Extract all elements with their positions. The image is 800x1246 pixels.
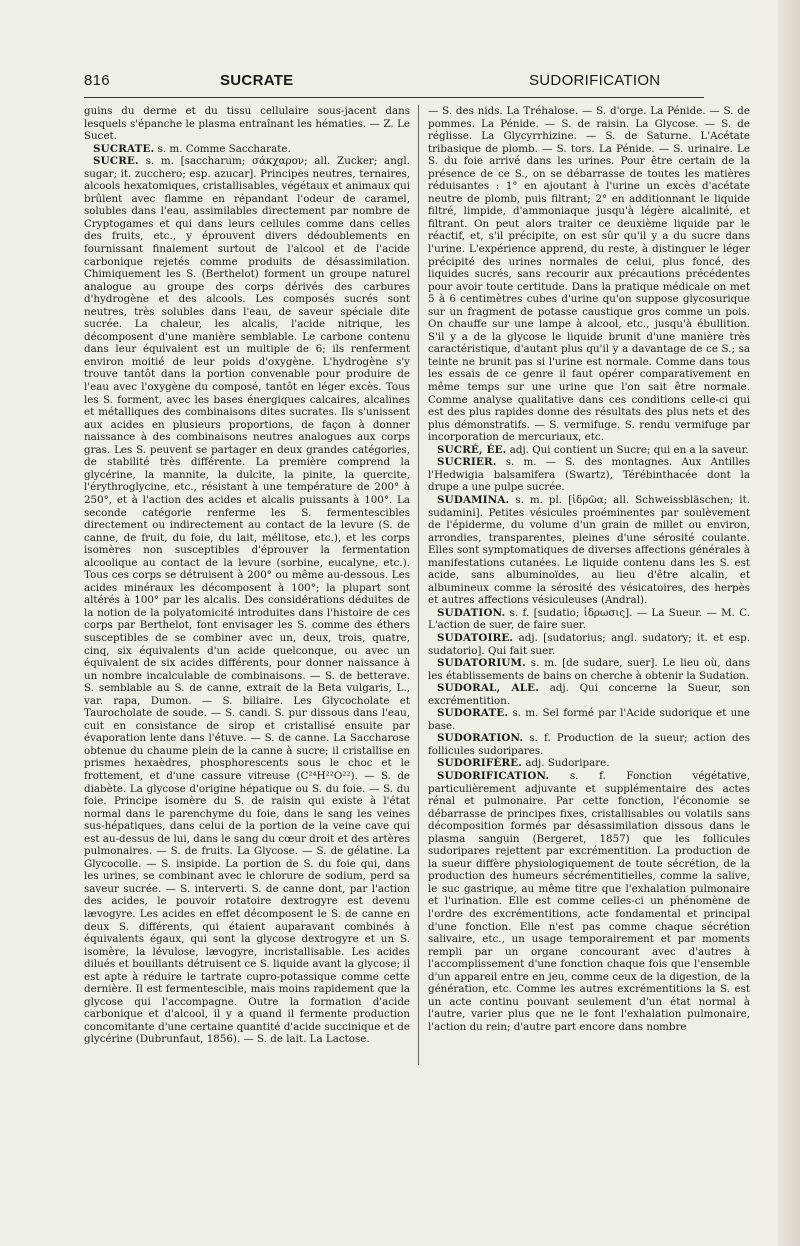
entry-sucrier xyxy=(428,456,750,494)
entry-sudatorium xyxy=(428,657,750,682)
entry-sucre-adj xyxy=(428,444,750,457)
entry-sudoration xyxy=(428,732,750,757)
headword: SUDAMINA. xyxy=(437,493,510,506)
entry-text: s. f. Fonction végétative, particulièrement adjuvante et supplémentaire des actes rénal et pulmonaire. Par cette fonction, l'économie se débarrasse de principes fixes, cristallisables ou volatils sans décomposition formés par désassimilation dissous dans le plasma sanguin (Bergeret, 1857) que les follicules sudoripares rejettent par excrémentition. La production de la sueur diffère physiologiquement de toute sécrétion, de la production des humeurs sécrémentitielles, comme la salive, le suc gastrique, au même titre que l'exhalation pulmonaire et l'urination. Elle est comme celles-ci un phénomène de l'ordre des excrémentitions, acte fondamental et principal d'une fonction. Elle n'est pas comme chaque sécrétion salivaire, etc., un usage temporairement et par moments rempli par un organe concourant avec d'autres à l'accomplissement d'une fonction chaque fois que l'ensemble d'un appareil entre en jeu, comme ceux de la digestion, de la génération, etc. Comme les autres excrémentitions la S. est un acte continu pouvant seulement d'un état normal à l'autre, varier plus que ne le font l'exhalation pulmonaire, l'action du rein; d'autre part encore dans nombre xyxy=(428,769,750,1033)
entry-text: — S. des nids. La Tréhalose. — S. d'orge. La Pénide. — S. de pommes. La Pénide. — S. de raisin. La Glycose. — S. de réglisse. La Glycyrrhizine. — S. de Saturne. L'Acétate tribasique de plomb. — S. tors. La Pénide. — S. urinaire. Le S. du foie arrivé dans les urines. Pour être certain de la présence de ce S., on se débarrasse de toutes les matières réduisantes : 1° en ajoutant à l'urine un excès d'acétate neutre de plomb, puis filtrant; 2° en additionnant le liquide filtré, limpide, d'ammoniaque jusqu'à légère alcalinité, et filtrant. On peut alors traiter ce deuxième liquide par le réactif, et, s'il précipite, on est sûr qu'il y a du sucre dans l'urine. L'expérience apprend, du reste, à distinguer le léger précipité des urines normales de celui, plus foncé, des liquides sucrés, sans recourir aux précautions précédentes pour avoir toute certitude. Dans la pratique médicale on met 5 à 6 centimètres cubes d'urine qu'on suppose glycosurique sur un fragment de potasse caustique gros comme un pois. On chauffe sur une lampe à alcool, etc., jusqu'à ébullition. S'il y a de la glycose le liquide brunit d'une manière très caractéristique, d'autant plus qu'il y a davantage de ce S.; sa teinte ne brunit pas si l'urine est normale. Comme dans tous les essais de ce genre il faut opérer comparativement en même temps sur une urine que l'on sait être normale. Comme analyse qualitative dans ces conditions celle-ci qui est des plus rapides donne des résultats des plus nets et des plus démonstratifs. — S. vermifuge. S. rendu vermifuge par incorporation de mercuriaux, etc. xyxy=(428,105,750,444)
entry-text: s. m. [de sudare, suer]. Le lieu où, dans les établissements de bains on cherche à obtenir la Sudation. xyxy=(428,657,750,682)
headword: SUDATION. xyxy=(437,606,506,619)
left-column xyxy=(84,105,410,1065)
headword: SUDORATION. xyxy=(437,732,524,745)
headword: SUDATORIUM. xyxy=(437,657,526,670)
entry-text: s. f. Production de la sueur; action des follicules sudoripares. xyxy=(428,732,750,757)
entry-continuation xyxy=(428,105,750,444)
headword: SUCRE. xyxy=(93,155,139,168)
headword: SUDORIFÈRE. xyxy=(437,757,523,770)
entry-sucrate xyxy=(84,143,410,156)
page-edge-shadow xyxy=(778,0,800,1246)
headword: SUDORIFICATION. xyxy=(437,769,550,782)
left-running-head: SUCRATE xyxy=(220,72,294,89)
entry-sucre xyxy=(84,155,410,1046)
right-column xyxy=(428,105,750,1065)
entry-text: adj. Sudoripare. xyxy=(522,757,610,770)
entry-sudoral xyxy=(428,682,750,707)
entry-text: s. f. [sudatio; ἱδρωσις]. — La Sueur. — M. C. L'action de suer, de faire suer. xyxy=(428,606,750,632)
entry-sudorifere xyxy=(428,757,750,770)
entry-text: s. m. — S. des montagnes. Aux Antilles l'Hedwigia balsamifera (Swartz), Térébinthacée dont la drupe a une pulpe sucrée. xyxy=(428,456,750,494)
entry-text: adj. Qui concerne la Sueur, son excrémentition. xyxy=(428,682,750,707)
header-rule xyxy=(84,97,704,98)
headword: SUDATOIRE. xyxy=(437,631,514,644)
entry-text: s. m. [saccharum; σάκχαρον; all. Zucker; angl. sugar; it. zucchero; esp. azucar]. Principes neutres, ternaires, alcools hexatomiques, cristallisables, végétaux et animaux qui brûlent avec flamme en répandant l'odeur de caramel, solubles dans l'eau, assimilables directement par nombre de Cryptogames et qui dans leurs cellules comme dans celles des fruits, etc., y éprouvent divers dédoublements en fournissant finalement surtout de l'alcool et de l'acide carbonique rejetés comme produits de désassimilation. Chimiquement les S. (Berthelot) forment un groupe naturel analogue au groupe des corps dérivés des carbures d'hydrogène et des alcools. Les composés sucrés sont neutres, très solubles dans l'eau, de saveur spéciale dite sucrée. La chaleur, les alcalis, l'acide nitrique, les décomposent d'une manière semblable. Le carbone contenu dans leur équivalent est un multiple de 6; ils renferment environ moitié de leur poids d'oxygène. L'hydrogène s'y trouve tantôt dans la portion convenable pour produire de l'eau avec l'oxygène du composé, tantôt en léger excès. Tous les S. forment, avec les bases énergiques calcaires, alcalines et métalliques des combinaisons dites sucrates. Ils s'unissent aux acides en plusieurs proportions, de façon à donner naissance à des combinaisons neutres analogues aux corps gras. Les S. peuvent se partager en deux grandes catégories, de stabilité très différente. La première comprend la glycérine, la mannite, la dulcite, la pinite, la quercite, l'érythroglycine, etc., résistant à une température de 200° à 250°, et à l'action des acides et alcalis puissants à 100°. La seconde catégorie renferme les S. fermentescibles directement ou indirectement au contact de la levure (S. de canne, de fruit, du foie, du lait, mélitose, etc.), et les corps isomères non susceptibles d'éprouver la fermentation alcoolique au contact de la levure (sorbine, eucalyne, etc.). Tous ces corps se détruisent à 200° ou même au-dessous. Les acides minéraux les décomposent à 100°; la plupart sont altérés à 100° par les alcalis. Des considérations déduites de la notion de la polyatomicité introduites dans l'histoire de ces corps par Berthelot, font envisager les S. comme des éthers susceptibles de se combiner avec un, deux, trois, quatre, cinq, six équivalents d'un acide quelconque, ou avec un équivalent de six acides différents, pour donner naissance à un nombre incalculable de combinaisons. — S. de betterave. S. semblable au S. de canne, extrait de la Beta vulgaris, L., var. rapa, Dumon. — S. biliaire. Les Glycocholate et Taurocholate de soude. — S. candi. S. pur dissous dans l'eau, cuit en consistance de sirop et cristallisé ensuite par évaporation lente dans l'étuve. — S. de canne. La Saccharose obtenue du chaume plein de la canne à sucre; il cristallise en prismes hexaèdres, phosphorescents sous le choc et le frottement, et d'une cassure vitreuse (C²⁴H²²O²²). — S. de diabète. La glycose d'origine hépatique ou S. du foie. — S. du foie. Principe isomère du S. de raisin qui existe à l'état normal dans le parenchyme du foie, dans le sang les veines sus-hépatiques, dans celui de la portion de la veine cave qui est au-dessus de lui, dans le sang du cœur droit et des artères pulmonaires. — S. de fruits. La Glycose. — S. de gélatine. La Glycocolle. — S. insipide. La portion de S. du foie qui, dans les urines, se combinant avec le chlorure de sodium, perd sa saveur sucrée. — S. interverti. S. de canne dont, par l'action des acides, le pouvoir rotatoire dextrogyre est devenu lævogyre. Les acides en effet décomposent le S. de canne en deux S. différents, qui étaient auparavant combinés à équivalents égaux, qui sont la glycose dextrogyre et un S. isomère, la lévulose, lævogyre, incristallisable. Les acides dilués et bouillants détruisent ce S. liquide avant la glycose; il est apte à réduire le tartrate cupro-potassique comme cette dernière. Il est fermentescible, mais moins rapidement que la glycose qui l'accompagne. Outre la formation d'acide carbonique et d'alcool, il y a quand il fermente production concomitante d'une certaine quantité d'acide succinique et de glycérine (Dubrunfaut, 1856). — S. de lait. La Lactose. xyxy=(84,155,410,1046)
entry-sudorate xyxy=(428,707,750,732)
entry-sudamina xyxy=(428,494,750,607)
entry-text: guins du derme et du tissu cellulaire sous-jacent dans lesquels s'épanche le plasma entraînant les hématies. — Z. Le Sucet. xyxy=(84,105,410,143)
entry-text: adj. [sudatorius; angl. sudatory; it. et esp. sudatorio]. Qui fait suer. xyxy=(428,631,750,657)
running-header xyxy=(84,72,704,94)
headword: SUCRATE. xyxy=(93,142,155,155)
entry-sudation xyxy=(428,607,750,632)
headword: SUDORAL, ALE. xyxy=(437,682,539,695)
right-running-head: SUDORIFICATION xyxy=(529,72,661,89)
column-divider xyxy=(418,105,419,1065)
headword: SUCRIER. xyxy=(437,456,497,469)
entry-sudorification xyxy=(428,770,750,1033)
entry-text: s. m. Comme Saccharate. xyxy=(154,142,291,155)
entry-continuation xyxy=(84,105,410,143)
entry-text: adj. Qui contient un Sucre; qui en a la saveur. xyxy=(506,443,749,456)
headword: SUCRÉ, ÉE. xyxy=(437,443,507,456)
headword: SUDORATE. xyxy=(437,707,509,720)
page-number: 816 xyxy=(84,72,110,89)
entry-text: s. m. Sel formé par l'Acide sudorique et une base. xyxy=(428,707,750,732)
entry-sudatoire xyxy=(428,632,750,657)
entry-text: s. m. pl. [ἱδρῶα; all. Schweissbläschen; it. sudamini]. Petites vésicules proéminentes par soulèvement de l'épiderme, du volume d'un grain de millet ou environ, arrondies, transparentes, pleines d'une sérosité coulante. Elles sont symptomatiques de diverses affections générales à manifestations cutanées. Le liquide contenu dans les S. est acide, sans albuminoïdes, au lieu d'être alcalin, et albumineux comme la sérosité des vésicatoires, des herpès et autres affections vésiculeuses (Andral). xyxy=(428,493,750,607)
